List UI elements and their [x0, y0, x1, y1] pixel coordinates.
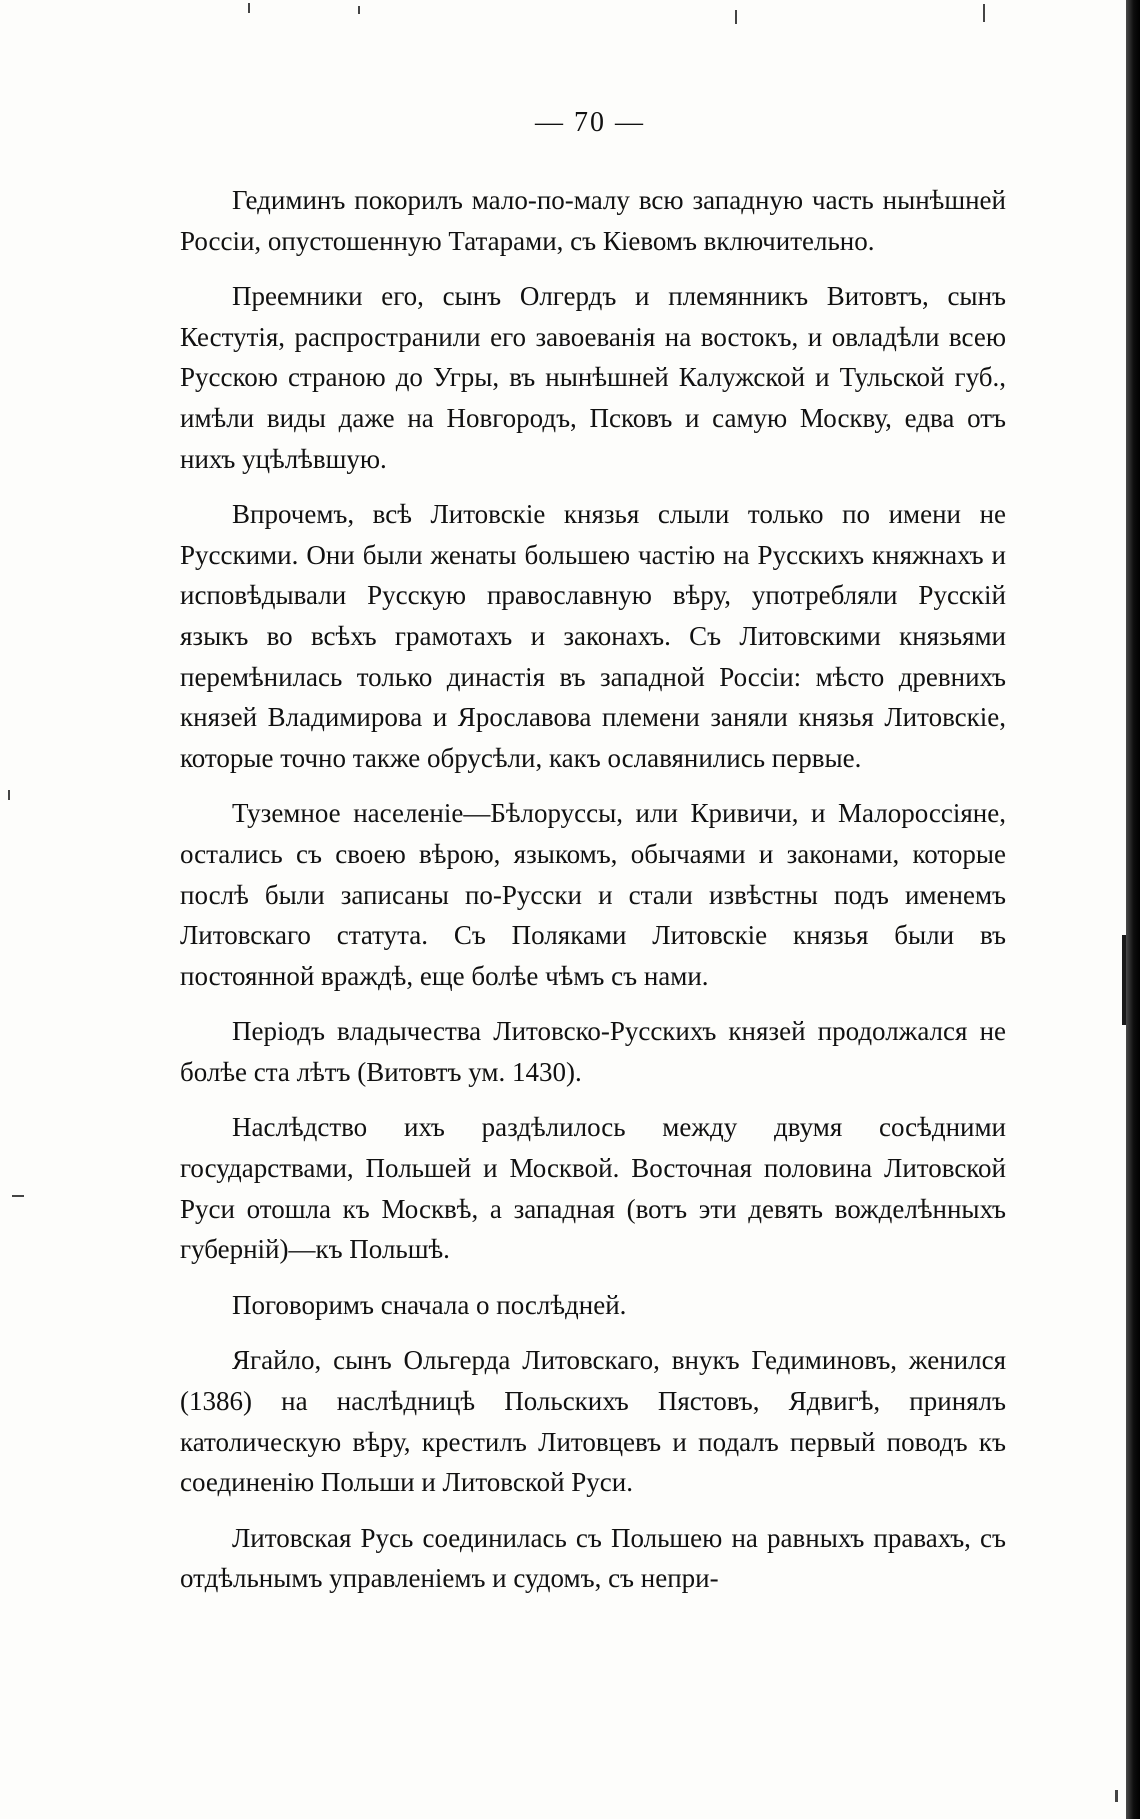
book-spine-shadow	[1126, 0, 1140, 1819]
paragraph: Поговоримъ сначала о послѣдней.	[232, 1289, 627, 1320]
body-text	[180, 180, 1006, 1599]
paragraph: Наслѣдство ихъ раздѣлилось между двумя сосѣдними государствами, Польшей и Москвой. Восточная половина Литовской Руси отошла къ Москвѣ, а западная (вотъ эти девять вожделѣнныхъ губерній)—къ Польшѣ.	[180, 1112, 1006, 1265]
paragraph: Туземное населеніе—Бѣлоруссы, или Кривичи, и Малороссіяне, остались съ своею вѣрою, языкомъ, обычаями и законами, которые послѣ были записаны по-Русски и стали извѣстны подъ именемъ Литовскаго статута. Съ Поляками Литовскіе князья были въ постоянной враждѣ, еще болѣе чѣмъ съ нами.	[180, 798, 1006, 991]
scan-speck	[12, 1195, 24, 1197]
scan-speck	[248, 3, 250, 13]
spine-mark	[1122, 935, 1126, 1025]
paragraph: Впрочемъ, всѣ Литовскіе князья слыли только по имени не Русскими. Они были женаты большею частію на Русскихъ княжнахъ и исповѣдывали Русскую православную вѣру, употребляли Русскій языкъ во всѣхъ грамотахъ и законахъ. Съ Литовскими князьями перемѣнилась только династія въ западной Россіи: мѣсто древнихъ князей Владимирова и Ярославова племени заняли князья Литовскіе, которые точно также обрусѣли, какъ ославянились первые.	[180, 499, 1006, 773]
scan-speck	[8, 790, 10, 800]
paragraph: Періодъ владычества Литовско-Русскихъ князей продолжался не болѣе ста лѣтъ (Витовтъ ум. 1430).	[180, 1016, 1006, 1087]
paragraph: Ягайло, сынъ Ольгерда Литовскаго, внукъ Гедиминовъ, женился (1386) на наслѣдницѣ Польскихъ Пястовъ, Ядвигѣ, принялъ католическую вѣру, крестилъ Литовцевъ и подалъ первый поводъ къ соединенію Польши и Литовской Руси.	[180, 1345, 1006, 1498]
paragraph: Литовская Русь соединилась съ Польшею на равныхъ правахъ, съ отдѣльнымъ управленіемъ и судомъ, съ непри-	[180, 1522, 1006, 1594]
paragraph: Гедиминъ покорилъ мало-по-малу всю западную часть нынѣшней Россіи, опустошенную Татарами, съ Кіевомъ включительно.	[180, 185, 1006, 256]
paragraph: Преемники его, сынъ Олгердъ и племянникъ Витовтъ, сынъ Кестутія, распространили его завоеванія на востокъ, и овладѣли всею Русскою страною до Угры, въ нынѣшней Калужской и Тульской губ., имѣли виды даже на Новгородъ, Псковъ и самую Москву, едва отъ нихъ уцѣлѣвшую.	[180, 281, 1006, 474]
scan-speck	[1115, 1790, 1118, 1802]
scan-speck	[735, 10, 737, 24]
scan-speck	[358, 6, 360, 14]
page-number: — 70 —	[535, 107, 645, 138]
scan-speck	[983, 4, 985, 22]
